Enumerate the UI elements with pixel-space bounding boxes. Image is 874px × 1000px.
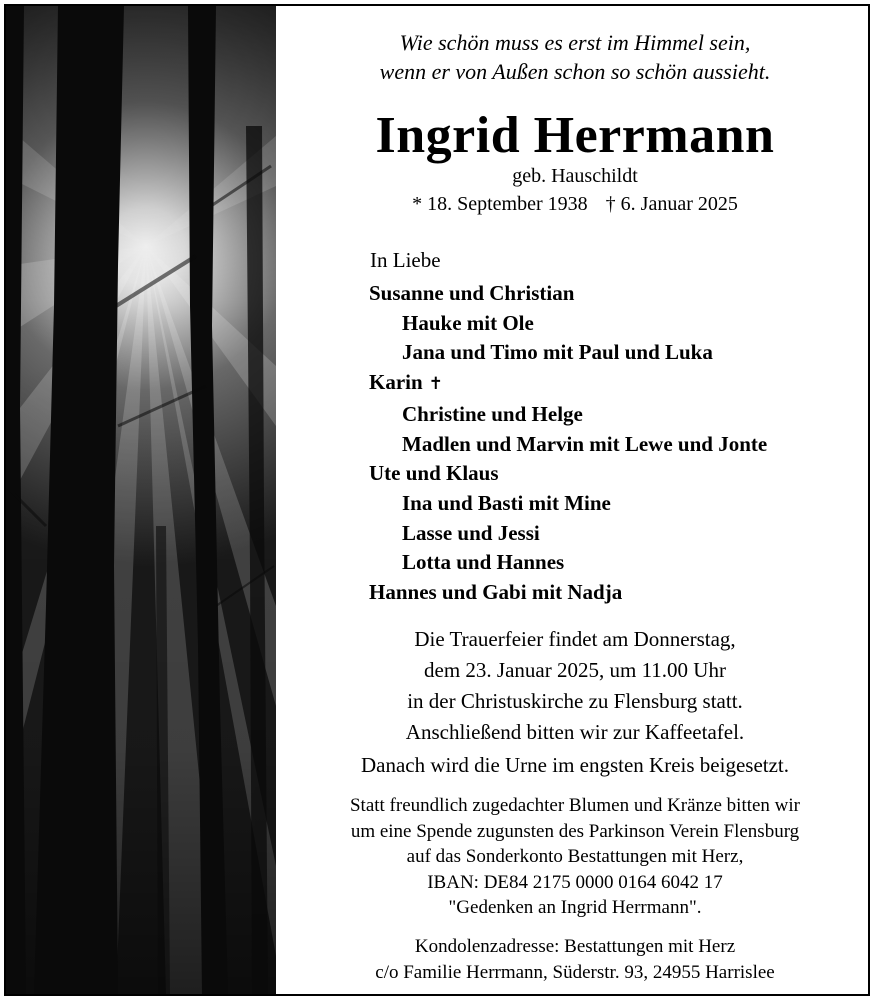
mourner-name: Hannes und Gabi mit Nadja <box>369 580 623 605</box>
mourner-name: Jana und Timo mit Paul und Luka <box>402 340 713 365</box>
obituary-text <box>282 6 868 994</box>
quote-line: Wie schön muss es erst im Himmel sein, <box>399 30 751 55</box>
mourner-name: Madlen und Marvin mit Lewe und Jonte <box>402 431 768 456</box>
mourner-row <box>369 578 767 608</box>
mourner-row <box>369 548 767 578</box>
quote-line: wenn er von Außen schon so schön aussieht. <box>379 59 771 84</box>
donation-line: Statt freundlich zugedachter Blumen und Kränze bitten wir <box>349 795 801 816</box>
maiden-name: geb. Hauschildt <box>512 165 638 187</box>
mourner-name: Lotta und Hannes <box>402 550 565 575</box>
condolence-address <box>282 934 868 986</box>
service-line: in der Christuskirche zu Flensburg statt. <box>407 689 743 713</box>
mourner-name: Lasse und Jessi <box>402 520 540 545</box>
life-dates <box>282 191 868 217</box>
mourner-row <box>369 368 767 400</box>
obituary-frame <box>4 4 870 996</box>
iban: IBAN: DE84 2175 0000 0164 6042 17 <box>427 871 723 893</box>
mourner-name: Ina und Basti mit Mine <box>402 490 611 515</box>
mourner-name: Karin <box>369 370 423 395</box>
mourners-list <box>369 279 767 608</box>
urn-burial-note: Danach wird die Urne im engsten Kreis beigesetzt. <box>360 753 790 777</box>
mourner-name: Hauke mit Ole <box>402 310 534 335</box>
cross-icon: ✝ <box>428 374 443 395</box>
service-line: dem 23. Januar 2025, um 11.00 Uhr <box>424 658 726 682</box>
funeral-service-info <box>282 624 868 748</box>
mourner-row <box>369 519 767 549</box>
mourner-row <box>369 279 767 309</box>
condolence-line: Kondolenzadresse: Bestattungen mit Herz <box>414 936 736 957</box>
mourner-row <box>369 400 767 430</box>
mourners-intro: In Liebe <box>370 248 441 272</box>
mourner-row <box>369 338 767 368</box>
donation-line: um eine Spende zugunsten des Parkinson Verein Flensburg <box>350 820 800 842</box>
mourner-name: Ute und Klaus <box>369 461 499 486</box>
mourner-name: Christine und Helge <box>402 401 583 426</box>
condolence-line: c/o Familie Herrmann, Süderstr. 93, 24955 Harrislee <box>375 962 775 983</box>
forest-sunbeam-photo <box>6 6 276 994</box>
mourner-row <box>369 489 767 519</box>
forest-image <box>6 6 276 994</box>
mourner-row <box>369 309 767 339</box>
donation-request <box>282 793 868 921</box>
quote <box>282 28 868 86</box>
mourner-row <box>369 459 767 489</box>
donation-line: auf das Sonderkonto Bestattungen mit Herz, <box>406 846 744 867</box>
service-line: Anschließend bitten wir zur Kaffeetafel. <box>405 720 745 744</box>
service-line: Die Trauerfeier findet am Donnerstag, <box>414 627 736 651</box>
mourner-name: Susanne und Christian <box>369 281 575 305</box>
deceased-name: Ingrid Herrmann <box>375 107 775 164</box>
death-date: † 6. Januar 2025 <box>605 193 738 215</box>
donation-reference: "Gedenken an Ingrid Herrmann". <box>448 897 702 918</box>
birth-date: * 18. September 1938 <box>412 193 588 215</box>
mourner-row <box>369 430 767 460</box>
